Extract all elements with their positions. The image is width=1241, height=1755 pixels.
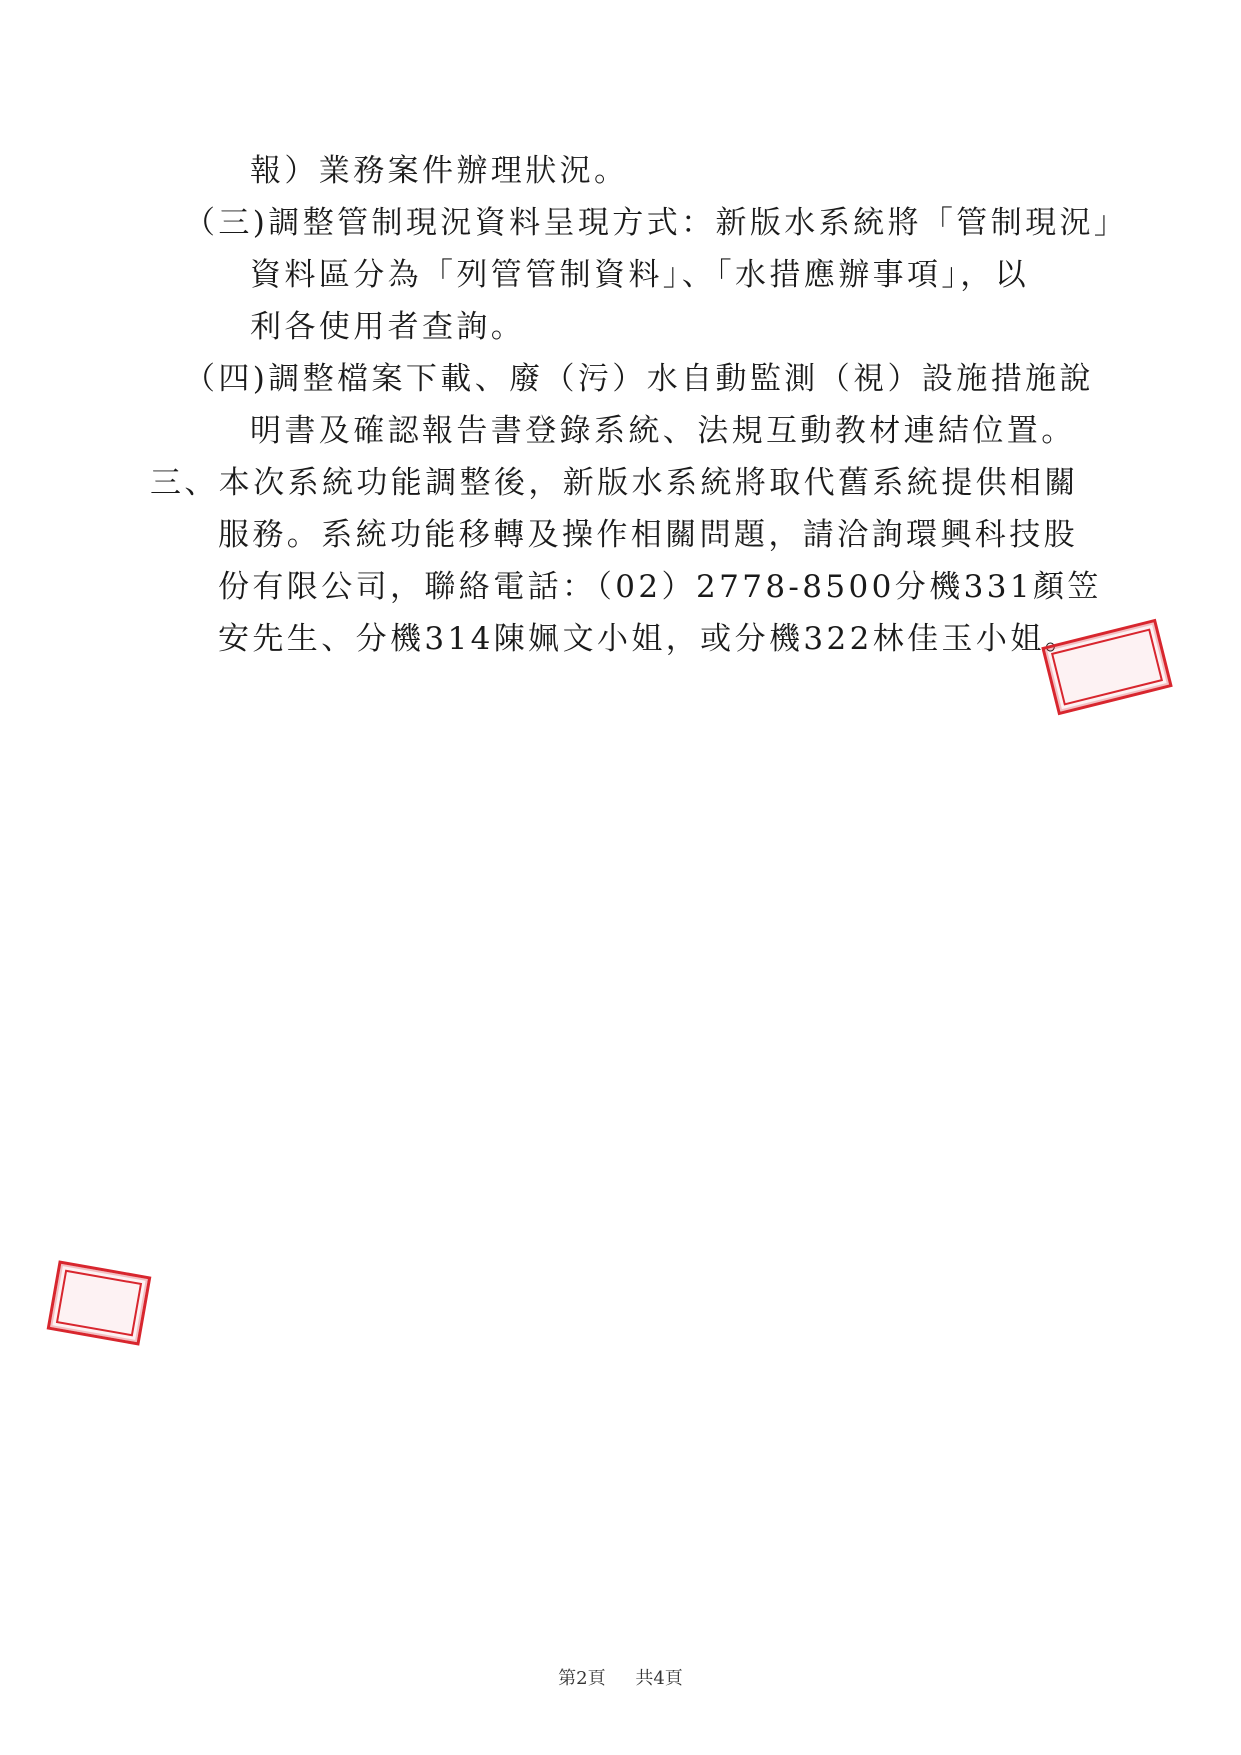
seal-inner-border: [1051, 628, 1163, 705]
page-total: 共4頁: [635, 1668, 683, 1689]
page-footer: [0, 1664, 1241, 1690]
body-line-8: 服務。系統功能移轉及操作相關問題，請洽詢環興科技股: [218, 517, 1078, 553]
page-number: 第2頁: [558, 1668, 606, 1689]
body-line-10: 安先生、分機314陳姵文小姐，或分機322林佳玉小姐。: [218, 621, 1080, 657]
official-seal-stamp: [47, 1260, 152, 1345]
body-line-4: 利各使用者查詢。: [250, 309, 526, 345]
body-line-5: （四)調整檔案下載、廢（污）水自動監測（視）設施措施說: [184, 361, 1094, 397]
body-line-1: 報）業務案件辦理狀況。: [250, 153, 629, 189]
seal-inner-border: [56, 1270, 142, 1337]
body-line-9: 份有限公司，聯絡電話：（02）2778-8500分機331顏笠: [218, 569, 1102, 605]
body-line-3: 資料區分為「列管管制資料」、「水措應辦事項」，以: [250, 257, 1030, 293]
body-line-2: （三)調整管制現況資料呈現方式：新版水系統將「管制現況」: [184, 205, 1129, 241]
body-line-6: 明書及確認報告書登錄系統、法規互動教材連結位置。: [250, 413, 1076, 449]
body-line-7: 三、本次系統功能調整後，新版水系統將取代舊系統提供相關: [150, 465, 1079, 501]
